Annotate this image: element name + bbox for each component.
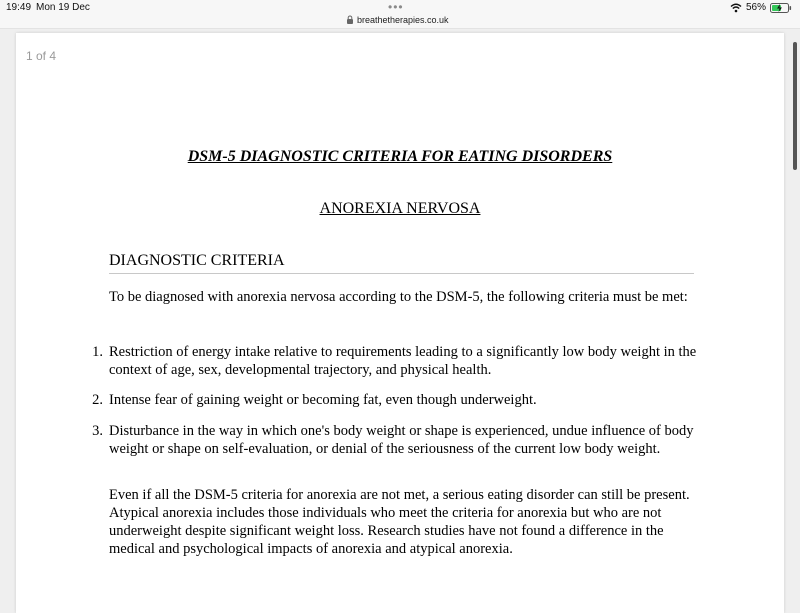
section-heading: DIAGNOSTIC CRITERIA <box>109 252 694 274</box>
intro-paragraph: To be diagnosed with anorexia nervosa according to the DSM-5, the following criteria must be met: <box>109 289 688 305</box>
criteria-text: Intense fear of gaining weight or becoming fat, even though underweight. <box>109 392 537 408</box>
criteria-item <box>92 422 699 458</box>
wifi-icon <box>730 3 742 13</box>
status-bar <box>0 0 800 29</box>
status-date: Mon 19 Dec <box>36 2 90 13</box>
criteria-text: Restriction of energy intake relative to requirements leading to a significantly low body weight in the context of age, sex, developmental trajectory, and physical health. <box>109 344 697 378</box>
document-page[interactable] <box>16 33 784 613</box>
status-time: 19:49 <box>6 2 32 13</box>
criteria-item <box>92 391 699 409</box>
criteria-text: Disturbance in the way in which one's body weight or shape is experienced, undue influence of body weight or shape on self-evaluation, or denial of the seriousness of the current low body weight. <box>109 423 694 457</box>
criteria-number: 2. <box>92 392 103 408</box>
lock-icon <box>346 15 354 25</box>
page-indicator: 1 of 4 <box>26 49 57 63</box>
document-title: DSM-5 DIAGNOSTIC CRITERIA FOR EATING DISORDERS <box>187 148 613 165</box>
battery-charging-icon <box>770 3 792 13</box>
url-text: breathetherapies.co.uk <box>357 15 449 25</box>
status-indicators <box>730 2 792 13</box>
scrollbar[interactable] <box>793 42 797 170</box>
note-paragraph: Even if all the DSM-5 criteria for anorexia are not met, a serious eating disorder can still be present. Atypical anorexia includes those individuals who meet the criteria for anorexia but who are not underweight despite significant weight loss. Research studies have not found a difference in the medical and psychological impacts of anorexia and atypical anorexia. <box>109 487 690 557</box>
criteria-item <box>92 343 699 379</box>
address-bar[interactable] <box>346 13 449 27</box>
battery-percent: 56% <box>745 2 766 13</box>
document-subtitle: ANOREXIA NERVOSA <box>319 200 481 217</box>
criteria-number: 3. <box>92 423 103 439</box>
criteria-number: 1. <box>92 344 103 360</box>
more-dots-icon[interactable]: ••• <box>388 0 404 14</box>
